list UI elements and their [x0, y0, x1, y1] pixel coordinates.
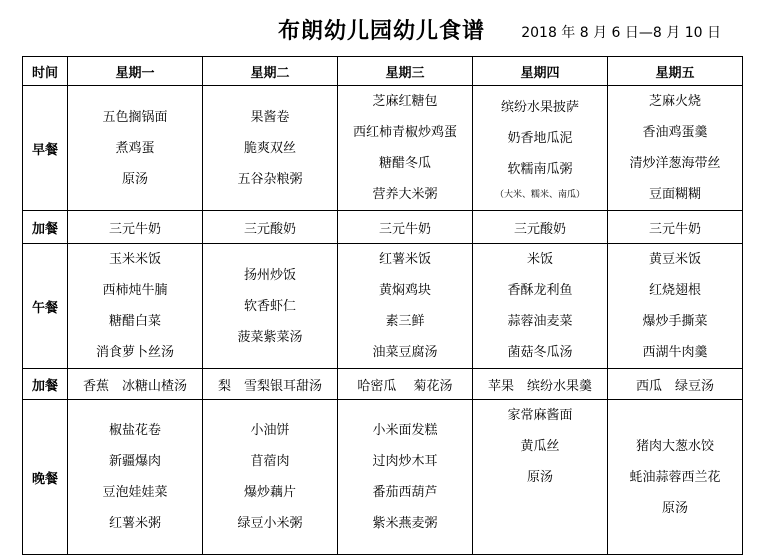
- dish: 菌菇冬瓜汤: [507, 345, 573, 360]
- menu-cell: [473, 86, 608, 211]
- menu-cell: [338, 86, 473, 211]
- dish: 软糯南瓜粥: [507, 161, 573, 177]
- menu-cell: 三元酸奶: [203, 211, 338, 244]
- menu-cell: [338, 400, 473, 555]
- dish: 糖醋白菜: [108, 314, 161, 329]
- dish: 糖醋冬瓜: [378, 156, 431, 171]
- dish: 绿豆小米粥: [237, 516, 303, 531]
- dish: 爆炒手撕菜: [642, 314, 708, 329]
- menu-cell: [473, 244, 608, 369]
- dish: 原汤: [661, 500, 688, 516]
- menu-cell: [608, 400, 743, 555]
- breakfast-row: [23, 86, 743, 211]
- meal-label: 加餐: [23, 369, 68, 400]
- dish-note: （大米、糯米、南瓜）: [494, 189, 585, 200]
- dish: 五谷杂粮粥: [237, 171, 303, 187]
- dinner-row: [23, 400, 743, 555]
- header-day: 星期一: [68, 57, 203, 86]
- meal-label: 加餐: [23, 211, 68, 244]
- dish: 果酱卷: [250, 109, 290, 125]
- header-day: 星期二: [203, 57, 338, 86]
- dish: 番茄西葫芦: [372, 485, 438, 500]
- dish: 香油鸡蛋羹: [642, 125, 708, 140]
- dish: 软香虾仁: [243, 298, 296, 314]
- dish: 营养大米粥: [372, 187, 438, 202]
- dish: 小米面发糕: [372, 423, 438, 438]
- dish: 香酥龙利鱼: [507, 283, 573, 298]
- dish: 油菜豆腐汤: [372, 345, 438, 360]
- dish: 猪肉大葱水饺: [635, 438, 714, 454]
- dish: 黄焖鸡块: [378, 283, 431, 298]
- page-title: 布朗幼儿园幼儿食谱: [277, 19, 485, 44]
- meal-label: 午餐: [23, 244, 68, 369]
- dish: 红薯米饭: [378, 252, 431, 267]
- dish: 缤纷水果披萨: [500, 99, 579, 115]
- menu-cell: 三元酸奶: [473, 211, 608, 244]
- dish: 米饭: [526, 252, 553, 267]
- dish: 五色搁锅面: [102, 109, 168, 125]
- dish: 菠菜紫菜汤: [237, 329, 303, 345]
- date-range: 2018 年 8 月 6 日—8 月 10 日: [521, 25, 721, 41]
- menu-cell: [338, 244, 473, 369]
- header-time: 时间: [23, 57, 68, 86]
- header-day: 星期五: [608, 57, 743, 86]
- dish: 素三鲜: [385, 314, 425, 329]
- snack1-row: [23, 211, 743, 244]
- dish: 红烧翅根: [648, 283, 701, 298]
- dish: 原汤: [121, 171, 148, 187]
- menu-cell: 苹果 缤纷水果羹: [473, 369, 608, 400]
- dish: 红薯米粥: [108, 516, 161, 531]
- dish: 新疆爆肉: [108, 454, 161, 469]
- dish: 蚝油蒜蓉西兰花: [629, 469, 721, 485]
- dish: 煮鸡蛋: [115, 140, 155, 156]
- lunch-row: [23, 244, 743, 369]
- snack2-row: [23, 369, 743, 400]
- menu-cell: [203, 400, 338, 555]
- dish: 椒盐花卷: [108, 423, 161, 438]
- dish: 西柿炖牛腩: [102, 283, 168, 298]
- dish: 小油饼: [250, 423, 290, 438]
- menu-cell: [68, 86, 203, 211]
- meal-label: 晚餐: [23, 400, 68, 555]
- dish: 黄豆米饭: [648, 252, 701, 267]
- menu-cell: 香蕉 冰糖山楂汤: [68, 369, 203, 400]
- dish: 西红柿青椒炒鸡蛋: [352, 125, 457, 140]
- dish: 豆泡娃娃菜: [102, 485, 168, 500]
- dish: 玉米米饭: [108, 252, 161, 267]
- dish: 脆爽双丝: [243, 140, 296, 156]
- menu-cell: 三元牛奶: [608, 211, 743, 244]
- menu-cell: 三元牛奶: [338, 211, 473, 244]
- menu-cell: [203, 244, 338, 369]
- menu-table: [22, 56, 743, 555]
- dish: 奶香地瓜泥: [507, 130, 573, 146]
- menu-cell: [68, 400, 203, 555]
- dish: 紫米燕麦粥: [372, 516, 438, 531]
- dish: 芝麻红糖包: [372, 94, 438, 109]
- header-row: [23, 57, 743, 86]
- header-day: 星期四: [473, 57, 608, 86]
- dish: 清炒洋葱海带丝: [629, 156, 721, 171]
- menu-cell: [608, 86, 743, 211]
- dish: 苜蓿肉: [250, 454, 290, 469]
- menu-cell: 西瓜 绿豆汤: [608, 369, 743, 400]
- menu-cell: [473, 400, 608, 555]
- dish: 豆面糊糊: [648, 187, 701, 202]
- dish: 芝麻火烧: [648, 94, 701, 109]
- menu-cell: [203, 86, 338, 211]
- dish: 过肉炒木耳: [372, 454, 438, 469]
- menu-cell: [608, 244, 743, 369]
- menu-cell: 梨 雪梨银耳甜汤: [203, 369, 338, 400]
- menu-cell: [68, 244, 203, 369]
- dish: 扬州炒饭: [243, 267, 296, 283]
- menu-cell: 三元牛奶: [68, 211, 203, 244]
- dish: 消食萝卜丝汤: [95, 345, 174, 360]
- dish: 蒜蓉油麦菜: [507, 314, 573, 329]
- dish: 西湖牛肉羹: [642, 345, 708, 360]
- dish: 爆炒藕片: [243, 485, 296, 500]
- dish: 黄瓜丝: [520, 439, 560, 454]
- dish: 原汤: [526, 470, 553, 485]
- header-day: 星期三: [338, 57, 473, 86]
- dish: 家常麻酱面: [507, 408, 573, 423]
- menu-cell: 哈密瓜 菊花汤: [338, 369, 473, 400]
- meal-label: 早餐: [23, 86, 68, 211]
